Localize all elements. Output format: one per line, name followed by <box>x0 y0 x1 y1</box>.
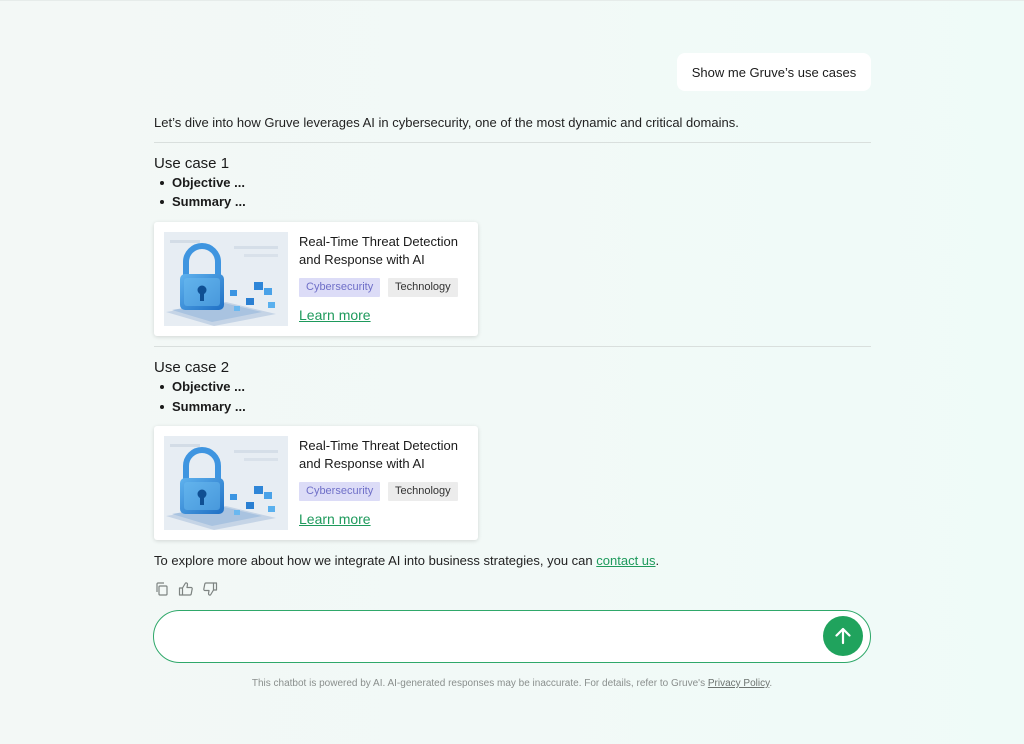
chat-input-container <box>153 610 871 663</box>
bullet-text: Objective ... <box>172 175 245 190</box>
use-case-2-summary <box>160 399 246 414</box>
learn-more-link[interactable]: Learn more <box>299 511 371 527</box>
use-case-1-title: Use case 1 <box>154 155 230 172</box>
outro-end: . <box>655 553 660 568</box>
card-title: Real-Time Threat Detection and Response with AI <box>299 438 458 471</box>
tag-cybersecurity: Cybersecurity <box>299 278 380 297</box>
arrow-up-icon <box>833 626 853 646</box>
top-border <box>0 0 1024 1</box>
tag-technology: Technology <box>388 278 458 297</box>
cybersecurity-lock-image <box>164 232 288 326</box>
disclaimer-footer <box>0 678 1024 689</box>
outro-text: To explore more about how we integrate AI into business strategies, you can <box>154 553 597 568</box>
send-button[interactable] <box>823 616 863 656</box>
use-case-card[interactable] <box>154 222 478 336</box>
assistant-outro <box>154 553 659 568</box>
tag-technology: Technology <box>388 482 458 501</box>
use-case-2-objective <box>160 379 245 394</box>
privacy-policy-link[interactable]: Privacy Policy <box>707 678 770 689</box>
disclaimer-text: This chatbot is powered by AI. AI-generated responses may be inaccurate. For details, refer to Gruve's <box>251 678 708 689</box>
bullet-dot <box>160 405 164 409</box>
section-divider <box>154 142 871 143</box>
padlock-illustration <box>164 436 288 530</box>
bullet-dot <box>160 200 164 204</box>
thumbs-up-icon[interactable] <box>178 581 194 597</box>
bullet-dot <box>160 385 164 389</box>
use-case-card[interactable] <box>154 426 478 540</box>
learn-more-link[interactable]: Learn more <box>299 307 371 323</box>
user-message-bubble <box>677 53 871 91</box>
disclaimer-end: . <box>769 678 773 689</box>
chat-input[interactable] <box>174 623 818 651</box>
thumbs-down-icon[interactable] <box>202 581 218 597</box>
padlock-illustration <box>164 232 288 326</box>
assistant-intro-text: Let’s dive into how Gruve leverages AI in cybersecurity, one of the most dynamic and critical domains. <box>154 115 739 130</box>
use-case-2-title: Use case 2 <box>154 359 230 376</box>
user-message-text: Show me Gruve’s use cases <box>691 64 857 80</box>
card-title: Real-Time Threat Detection and Response with AI <box>299 234 458 267</box>
use-case-1-objective <box>160 175 245 190</box>
use-case-1-summary <box>160 194 246 209</box>
tag-cybersecurity: Cybersecurity <box>299 482 380 501</box>
bullet-dot <box>160 181 164 185</box>
cybersecurity-lock-image <box>164 436 288 530</box>
bullet-text: Summary ... <box>172 194 246 209</box>
contact-us-link[interactable]: contact us <box>596 553 656 568</box>
bullet-text: Summary ... <box>172 399 246 414</box>
section-divider <box>154 346 871 347</box>
copy-icon[interactable] <box>154 581 170 597</box>
bullet-text: Objective ... <box>172 379 245 394</box>
